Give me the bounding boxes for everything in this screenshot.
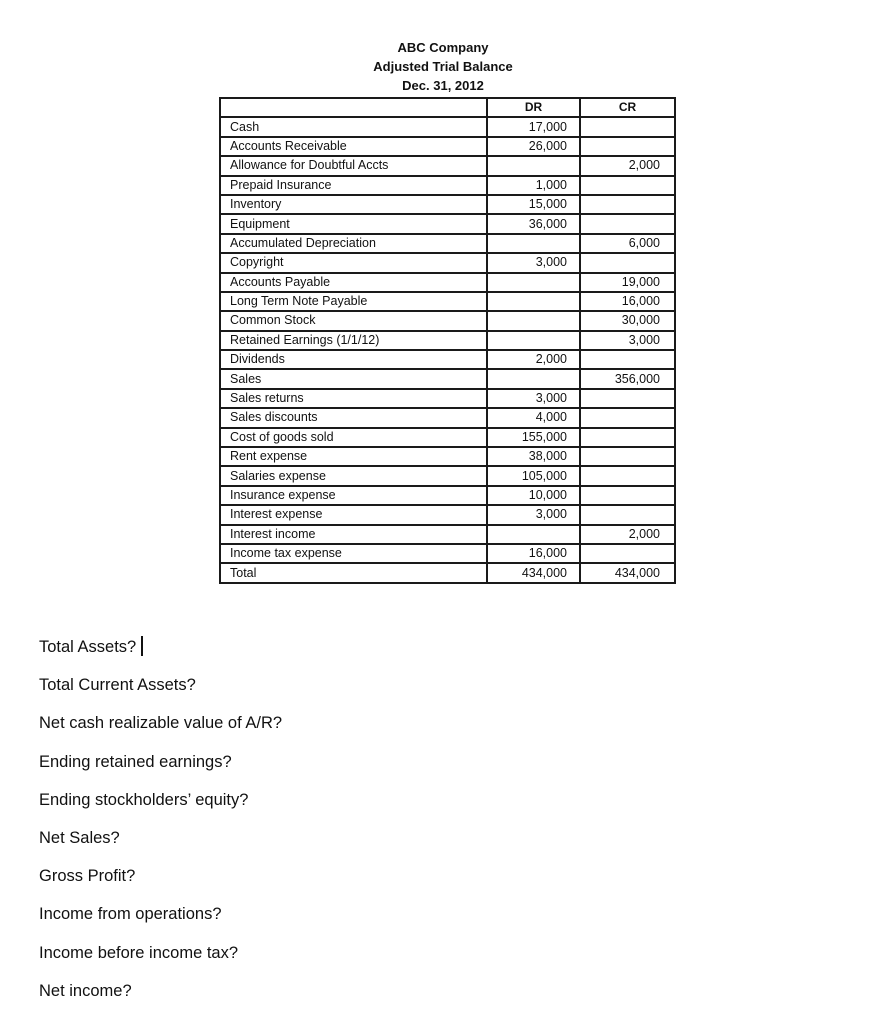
table-header-row (220, 98, 675, 117)
question-item[interactable] (39, 786, 282, 824)
debit-amount: 2,000 (487, 350, 580, 369)
account-name: Retained Earnings (1/1/12) (220, 331, 487, 350)
account-name: Equipment (220, 214, 487, 233)
account-name: Accumulated Depreciation (220, 234, 487, 253)
account-name: Sales (220, 369, 487, 388)
question-list[interactable] (39, 633, 282, 1015)
debit-amount: 3,000 (487, 253, 580, 272)
debit-amount: 17,000 (487, 117, 580, 136)
table-row (220, 273, 675, 292)
account-name: Dividends (220, 350, 487, 369)
debit-amount: 4,000 (487, 408, 580, 427)
debit-amount: 15,000 (487, 195, 580, 214)
table-row (220, 234, 675, 253)
debit-amount: 3,000 (487, 505, 580, 524)
debit-amount: 1,000 (487, 176, 580, 195)
question-item[interactable] (39, 862, 282, 900)
question-text: Income from operations? (39, 905, 222, 924)
table-row (220, 156, 675, 175)
trial-balance-table (219, 97, 676, 584)
credit-amount: 6,000 (580, 234, 675, 253)
question-item[interactable] (39, 709, 282, 747)
credit-amount: 356,000 (580, 369, 675, 388)
debit-amount: 38,000 (487, 447, 580, 466)
debit-amount (487, 234, 580, 253)
account-name: Inventory (220, 195, 487, 214)
account-name: Interest income (220, 525, 487, 544)
credit-amount (580, 137, 675, 156)
account-name: Rent expense (220, 447, 487, 466)
account-name: Sales discounts (220, 408, 487, 427)
credit-amount (580, 486, 675, 505)
debit-amount (487, 331, 580, 350)
table-row (220, 292, 675, 311)
account-name: Cost of goods sold (220, 428, 487, 447)
question-item[interactable] (39, 671, 282, 709)
credit-amount (580, 389, 675, 408)
credit-amount (580, 117, 675, 136)
total-debit: 434,000 (487, 563, 580, 582)
debit-amount: 26,000 (487, 137, 580, 156)
debit-amount (487, 273, 580, 292)
account-name: Long Term Note Payable (220, 292, 487, 311)
column-header-account (220, 98, 487, 117)
credit-amount (580, 350, 675, 369)
question-item[interactable] (39, 939, 282, 977)
table-row (220, 176, 675, 195)
report-date: Dec. 31, 2012 (402, 78, 484, 93)
debit-amount: 155,000 (487, 428, 580, 447)
credit-amount (580, 195, 675, 214)
question-text: Ending stockholders’ equity? (39, 790, 249, 809)
question-text: Ending retained earnings? (39, 752, 232, 771)
question-item[interactable] (39, 977, 282, 1015)
company-name: ABC Company (397, 40, 489, 55)
question-text: Net income? (39, 981, 132, 1000)
credit-amount: 19,000 (580, 273, 675, 292)
report-header (300, 38, 586, 95)
question-item[interactable] (39, 824, 282, 862)
question-item[interactable] (39, 900, 282, 938)
debit-amount (487, 292, 580, 311)
question-text: Gross Profit? (39, 867, 136, 886)
credit-amount: 2,000 (580, 525, 675, 544)
account-name: Prepaid Insurance (220, 176, 487, 195)
table-row (220, 466, 675, 485)
credit-amount (580, 214, 675, 233)
credit-amount (580, 505, 675, 524)
credit-amount: 16,000 (580, 292, 675, 311)
table-row (220, 505, 675, 524)
debit-amount (487, 156, 580, 175)
table-row (220, 137, 675, 156)
credit-amount (580, 408, 675, 427)
table-row (220, 350, 675, 369)
question-text: Net cash realizable value of A/R? (39, 714, 283, 733)
account-name: Income tax expense (220, 544, 487, 563)
table-row (220, 117, 675, 136)
credit-amount (580, 544, 675, 563)
total-credit: 434,000 (580, 563, 675, 582)
table-row (220, 544, 675, 563)
table-row (220, 408, 675, 427)
credit-amount (580, 176, 675, 195)
debit-amount: 3,000 (487, 389, 580, 408)
question-text: Total Assets? (39, 638, 137, 656)
debit-amount: 105,000 (487, 466, 580, 485)
table-row (220, 331, 675, 350)
account-name: Accounts Receivable (220, 137, 487, 156)
account-name: Copyright (220, 253, 487, 272)
account-name: Allowance for Doubtful Accts (220, 156, 487, 175)
credit-amount: 2,000 (580, 156, 675, 175)
question-text: Income before income tax? (39, 943, 239, 962)
question-item[interactable] (39, 633, 282, 671)
total-label: Total (220, 563, 487, 582)
account-name: Sales returns (220, 389, 487, 408)
table-row (220, 428, 675, 447)
account-name: Common Stock (220, 311, 487, 330)
credit-amount (580, 447, 675, 466)
account-name: Cash (220, 117, 487, 136)
text-cursor (141, 636, 143, 656)
question-text: Total Current Assets? (39, 676, 196, 695)
table-row (220, 253, 675, 272)
table-row (220, 369, 675, 388)
credit-amount (580, 253, 675, 272)
table-row (220, 447, 675, 466)
debit-amount: 36,000 (487, 214, 580, 233)
debit-amount (487, 525, 580, 544)
account-name: Accounts Payable (220, 273, 487, 292)
credit-amount: 30,000 (580, 311, 675, 330)
account-name: Insurance expense (220, 486, 487, 505)
credit-amount (580, 428, 675, 447)
table-row (220, 214, 675, 233)
table-row (220, 525, 675, 544)
question-text: Net Sales? (39, 828, 120, 847)
total-row (220, 563, 675, 582)
debit-amount: 16,000 (487, 544, 580, 563)
credit-amount (580, 466, 675, 485)
column-header-cr: CR (580, 98, 675, 117)
debit-amount: 10,000 (487, 486, 580, 505)
account-name: Interest expense (220, 505, 487, 524)
debit-amount (487, 311, 580, 330)
column-header-dr: DR (487, 98, 580, 117)
table-row (220, 195, 675, 214)
account-name: Salaries expense (220, 466, 487, 485)
report-title: Adjusted Trial Balance (373, 59, 513, 74)
credit-amount: 3,000 (580, 331, 675, 350)
table-row (220, 486, 675, 505)
table-row (220, 311, 675, 330)
table-row (220, 389, 675, 408)
question-item[interactable] (39, 748, 282, 786)
debit-amount (487, 369, 580, 388)
